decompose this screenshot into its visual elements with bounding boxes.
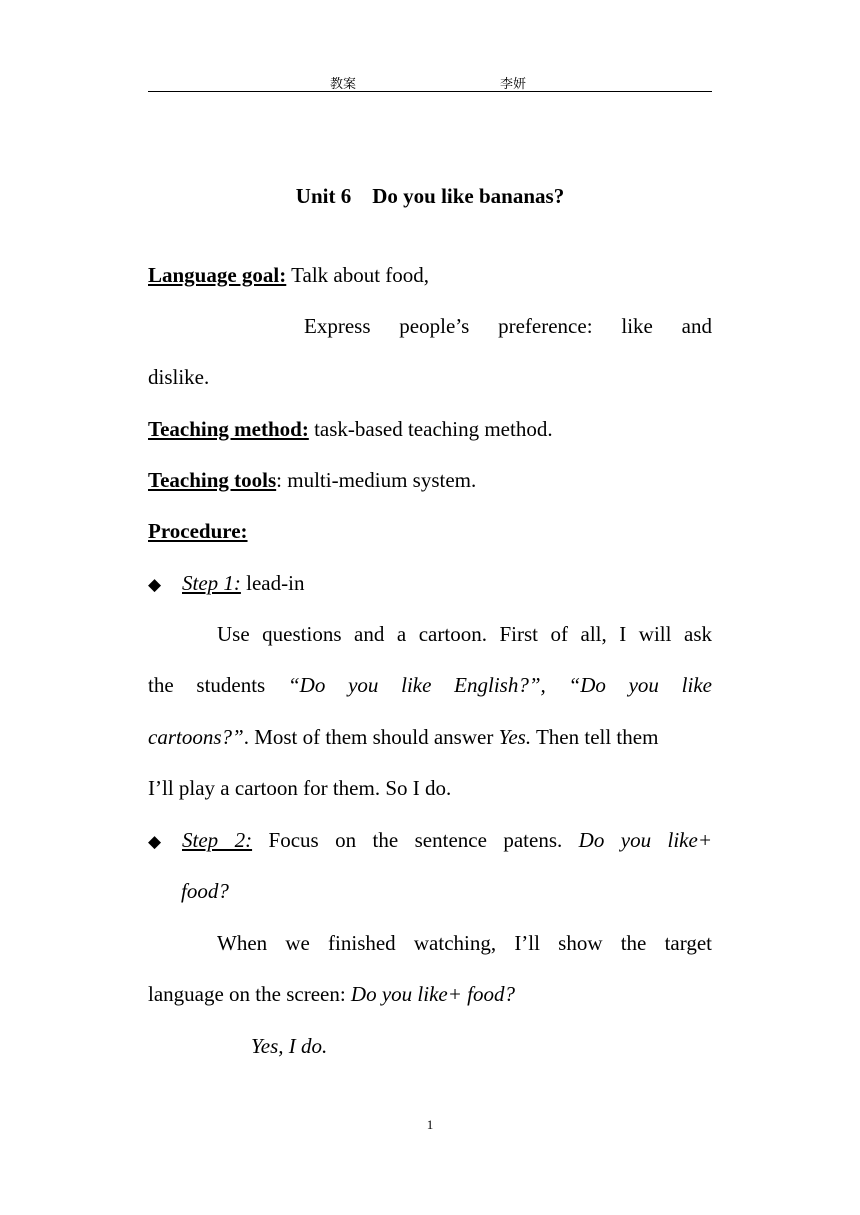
step2-p2-pattern: Do you like+ food? bbox=[350, 982, 515, 1006]
step1-paragraph-line-3 bbox=[148, 724, 712, 750]
page-number: 1 bbox=[426, 1117, 434, 1132]
procedure-label: Procedure: bbox=[148, 519, 248, 543]
diamond-bullet-icon: ◆ bbox=[148, 575, 162, 595]
step1-label: Step 1: bbox=[182, 571, 241, 595]
procedure-heading bbox=[148, 518, 712, 544]
teaching-method-line bbox=[148, 416, 712, 442]
page-header bbox=[148, 70, 712, 92]
language-goal-line bbox=[148, 262, 712, 288]
teaching-tools-label: Teaching tools bbox=[148, 468, 277, 492]
step1-paragraph-line-1: Use questions and a cartoon. First of all, I will ask bbox=[217, 622, 712, 646]
step2-heading bbox=[148, 827, 712, 855]
step2-label: Step 2: bbox=[182, 828, 253, 852]
language-goal-line-2: Express people’s preference: like and bbox=[304, 314, 712, 338]
step2-text: Focus on the sentence patens. bbox=[268, 828, 579, 852]
step1-p3-end: Then tell them bbox=[531, 725, 659, 749]
step1-text: lead-in bbox=[240, 571, 305, 595]
step1-paragraph-line-2 bbox=[148, 672, 712, 698]
step1-p3-quote: cartoons?” bbox=[148, 725, 244, 749]
step2-heading-line-2 bbox=[181, 878, 745, 904]
header-right-text: 李妍 bbox=[500, 77, 527, 92]
teaching-method-text: task-based teaching method. bbox=[308, 417, 553, 441]
step2-pattern: Do you like+ bbox=[578, 828, 712, 852]
step2-paragraph-line-2 bbox=[148, 981, 712, 1007]
step1-paragraph-line-4: I’ll play a cartoon for them. So I do. bbox=[148, 776, 452, 800]
teaching-method-label: Teaching method: bbox=[148, 417, 309, 441]
language-goal-text: Talk about food, bbox=[286, 263, 430, 287]
step2-answer-line: Yes, I do. bbox=[251, 1034, 328, 1058]
teaching-tools-text: : multi-medium system. bbox=[276, 468, 477, 492]
teaching-tools-line bbox=[148, 467, 712, 493]
step1-p3-text: . Most of them should answer bbox=[243, 725, 499, 749]
step2-p2-text: language on the screen: bbox=[148, 982, 351, 1006]
diamond-bullet-icon: ◆ bbox=[148, 832, 162, 852]
header-left-text: 教案 bbox=[330, 77, 357, 92]
step1-p2-quote: “Do you like English?”, “Do you like bbox=[287, 673, 712, 697]
language-goal-line-3: dislike. bbox=[148, 365, 210, 389]
step1-p3-answer: Yes. bbox=[498, 725, 532, 749]
step2-pattern-cont: food? bbox=[181, 879, 229, 903]
step1-heading bbox=[148, 570, 712, 598]
language-goal-label: Language goal: bbox=[148, 263, 287, 287]
document-title: Unit 6 Do you like bananas? bbox=[295, 184, 565, 208]
step2-paragraph-line-1: When we finished watching, I’ll show the target bbox=[217, 931, 712, 955]
step1-p2-text: the students bbox=[148, 673, 288, 697]
